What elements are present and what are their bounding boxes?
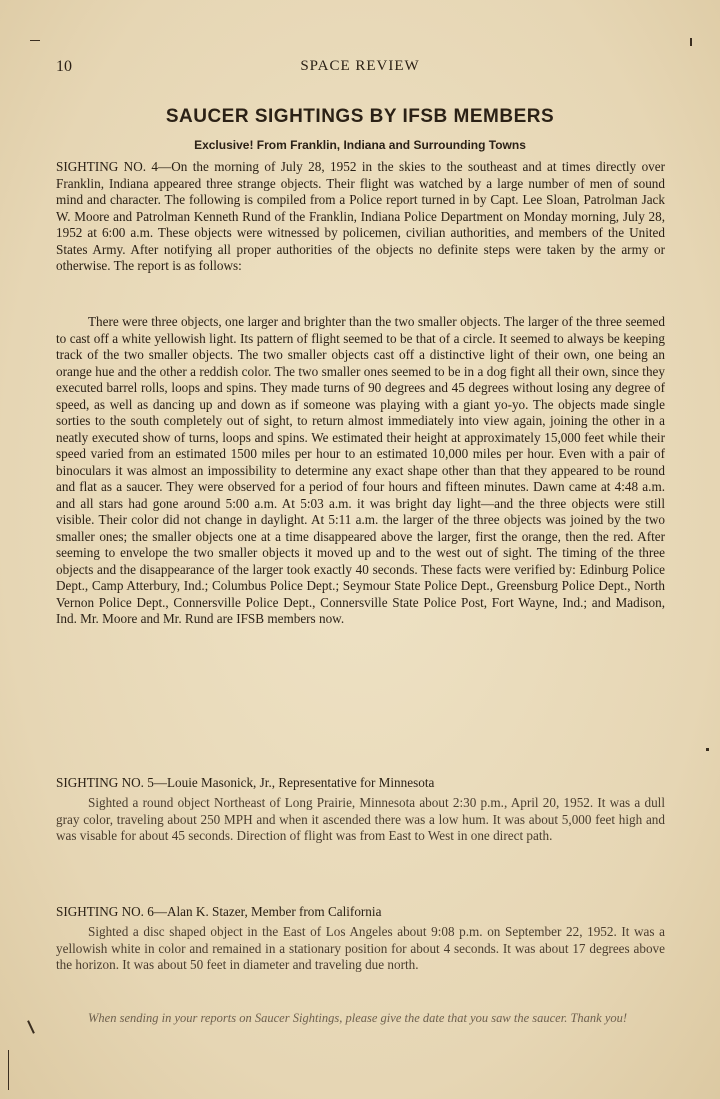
scratch-mark bbox=[706, 748, 709, 751]
footnote: When sending in your reports on Saucer Sightings, please give the date that you saw the saucer. Thank you! bbox=[88, 1011, 628, 1025]
sighting-5-heading: SIGHTING NO. 5—Louie Masonick, Jr., Representative for Minnesota bbox=[56, 775, 435, 790]
sighting-6-heading: SIGHTING NO. 6—Alan K. Stazer, Member from California bbox=[56, 904, 382, 919]
sighting-5-body: Sighted a round object Northeast of Long Prairie, Minnesota about 2:30 p.m., April 20, 1952. It was a dull gray color, traveling about 250 MPH and when it ascended there was a low hum. It was about 5,000 feet high and was visable for about 45 seconds. Direction of flight was from East to West in one direct path. bbox=[56, 795, 665, 843]
running-head: SPACE REVIEW bbox=[300, 58, 420, 74]
page-header bbox=[56, 58, 664, 82]
sighting-4-report: There were three objects, one larger and brighter than the two smaller objects. The larger of the three seemed to cast off a white yellowish light. Its pattern of flight seemed to be that of a circle. It seemed to always be keeping track of the two smaller objects. The two smaller objects cast off a distinctive light of their own, one being an orange hue and the other a reddish color. The two smaller ones seemed to be in a dog fight all their own, since they executed barrel rolls, loops and spins. They made turns of 90 degrees and 45 degrees without losing any degree of speed, as well as dancing up and down as if someone was playing with a giant yo-yo. The objects made single sorties to the south completely out of sight, to return almost immediately into view again, joining the other in a neatly executed show of turns, loops and spins. We estimated their height at approximately 15,000 feet while their speed varied from an estimated 1500 miles per hour to an estimated 10,000 miles per hour. Even with a pair of binoculars it was almost an impossibility to determine any exact shape other than that they appeared to be round and flat as a saucer. They were observed for a period of four hours and fifteen minutes. Dawn came at 4:48 a.m. and all stars had gone around 5:00 a.m. At 5:03 a.m. it was bright day light—and the three objects were still visible. Their color did not change in daylight. At 5:11 a.m. the larger of the three objects was joined by the two smaller ones; the smaller objects one at a time disappeared above the larger, first the orange, then the red. After seeming to envelope the two smaller objects it moved up and to the west out of sight. The timing of the three objects and the disappearance of the larger took exactly 40 seconds. These facts were verified by: Edinburg Police Dept., Camp Atterbury, Ind.; Columbus Police Dept.; Seymour State Police Dept., Greensburg Police Dept., North Vernon Police Dept., Connersville Police Dept., Connersville State Police Post, Fort Wayne, Ind.; and Madison, Ind. Mr. Moore and Mr. Rund are IFSB members now. bbox=[56, 314, 665, 626]
scratch-mark bbox=[690, 38, 692, 46]
sighting-4-intro: SIGHTING NO. 4—On the morning of July 28, 1952 in the skies to the southeast and at times directly over Franklin, Indiana appeared three strange objects. Their flight was watched by a large number of men of sound mind and character. The following is compiled from a Police report turned in by Capt. Lee Sloan, Patrolman Jack W. Moore and Patrolman Kenneth Rund of the Franklin, Indiana Police Department on Monday morning, July 28, 1952 at 6:00 a.m. These objects were witnessed by policemen, civilian authorities, and members of the United States Army. After notifying all proper authorities of the objects no definite steps were taken by the army or otherwise. The report is as follows: bbox=[56, 159, 665, 273]
article-title: SAUCER SIGHTINGS BY IFSB MEMBERS bbox=[165, 106, 555, 127]
page-number: 10 bbox=[56, 58, 72, 75]
scratch-mark bbox=[8, 1050, 9, 1090]
scratch-mark bbox=[30, 40, 40, 41]
article-subtitle: Exclusive! From Franklin, Indiana and Surrounding Towns bbox=[194, 138, 526, 152]
scratch-mark bbox=[27, 1020, 35, 1034]
sighting-6-body: Sighted a disc shaped object in the East of Los Angeles about 9:08 p.m. on September 22, 1952. It was a yellowish white in color and remained in a stationary position for about 4 seconds. It was about 17 degrees above the horizon. It was about 50 feet in diameter and traveling due north. bbox=[56, 924, 665, 972]
